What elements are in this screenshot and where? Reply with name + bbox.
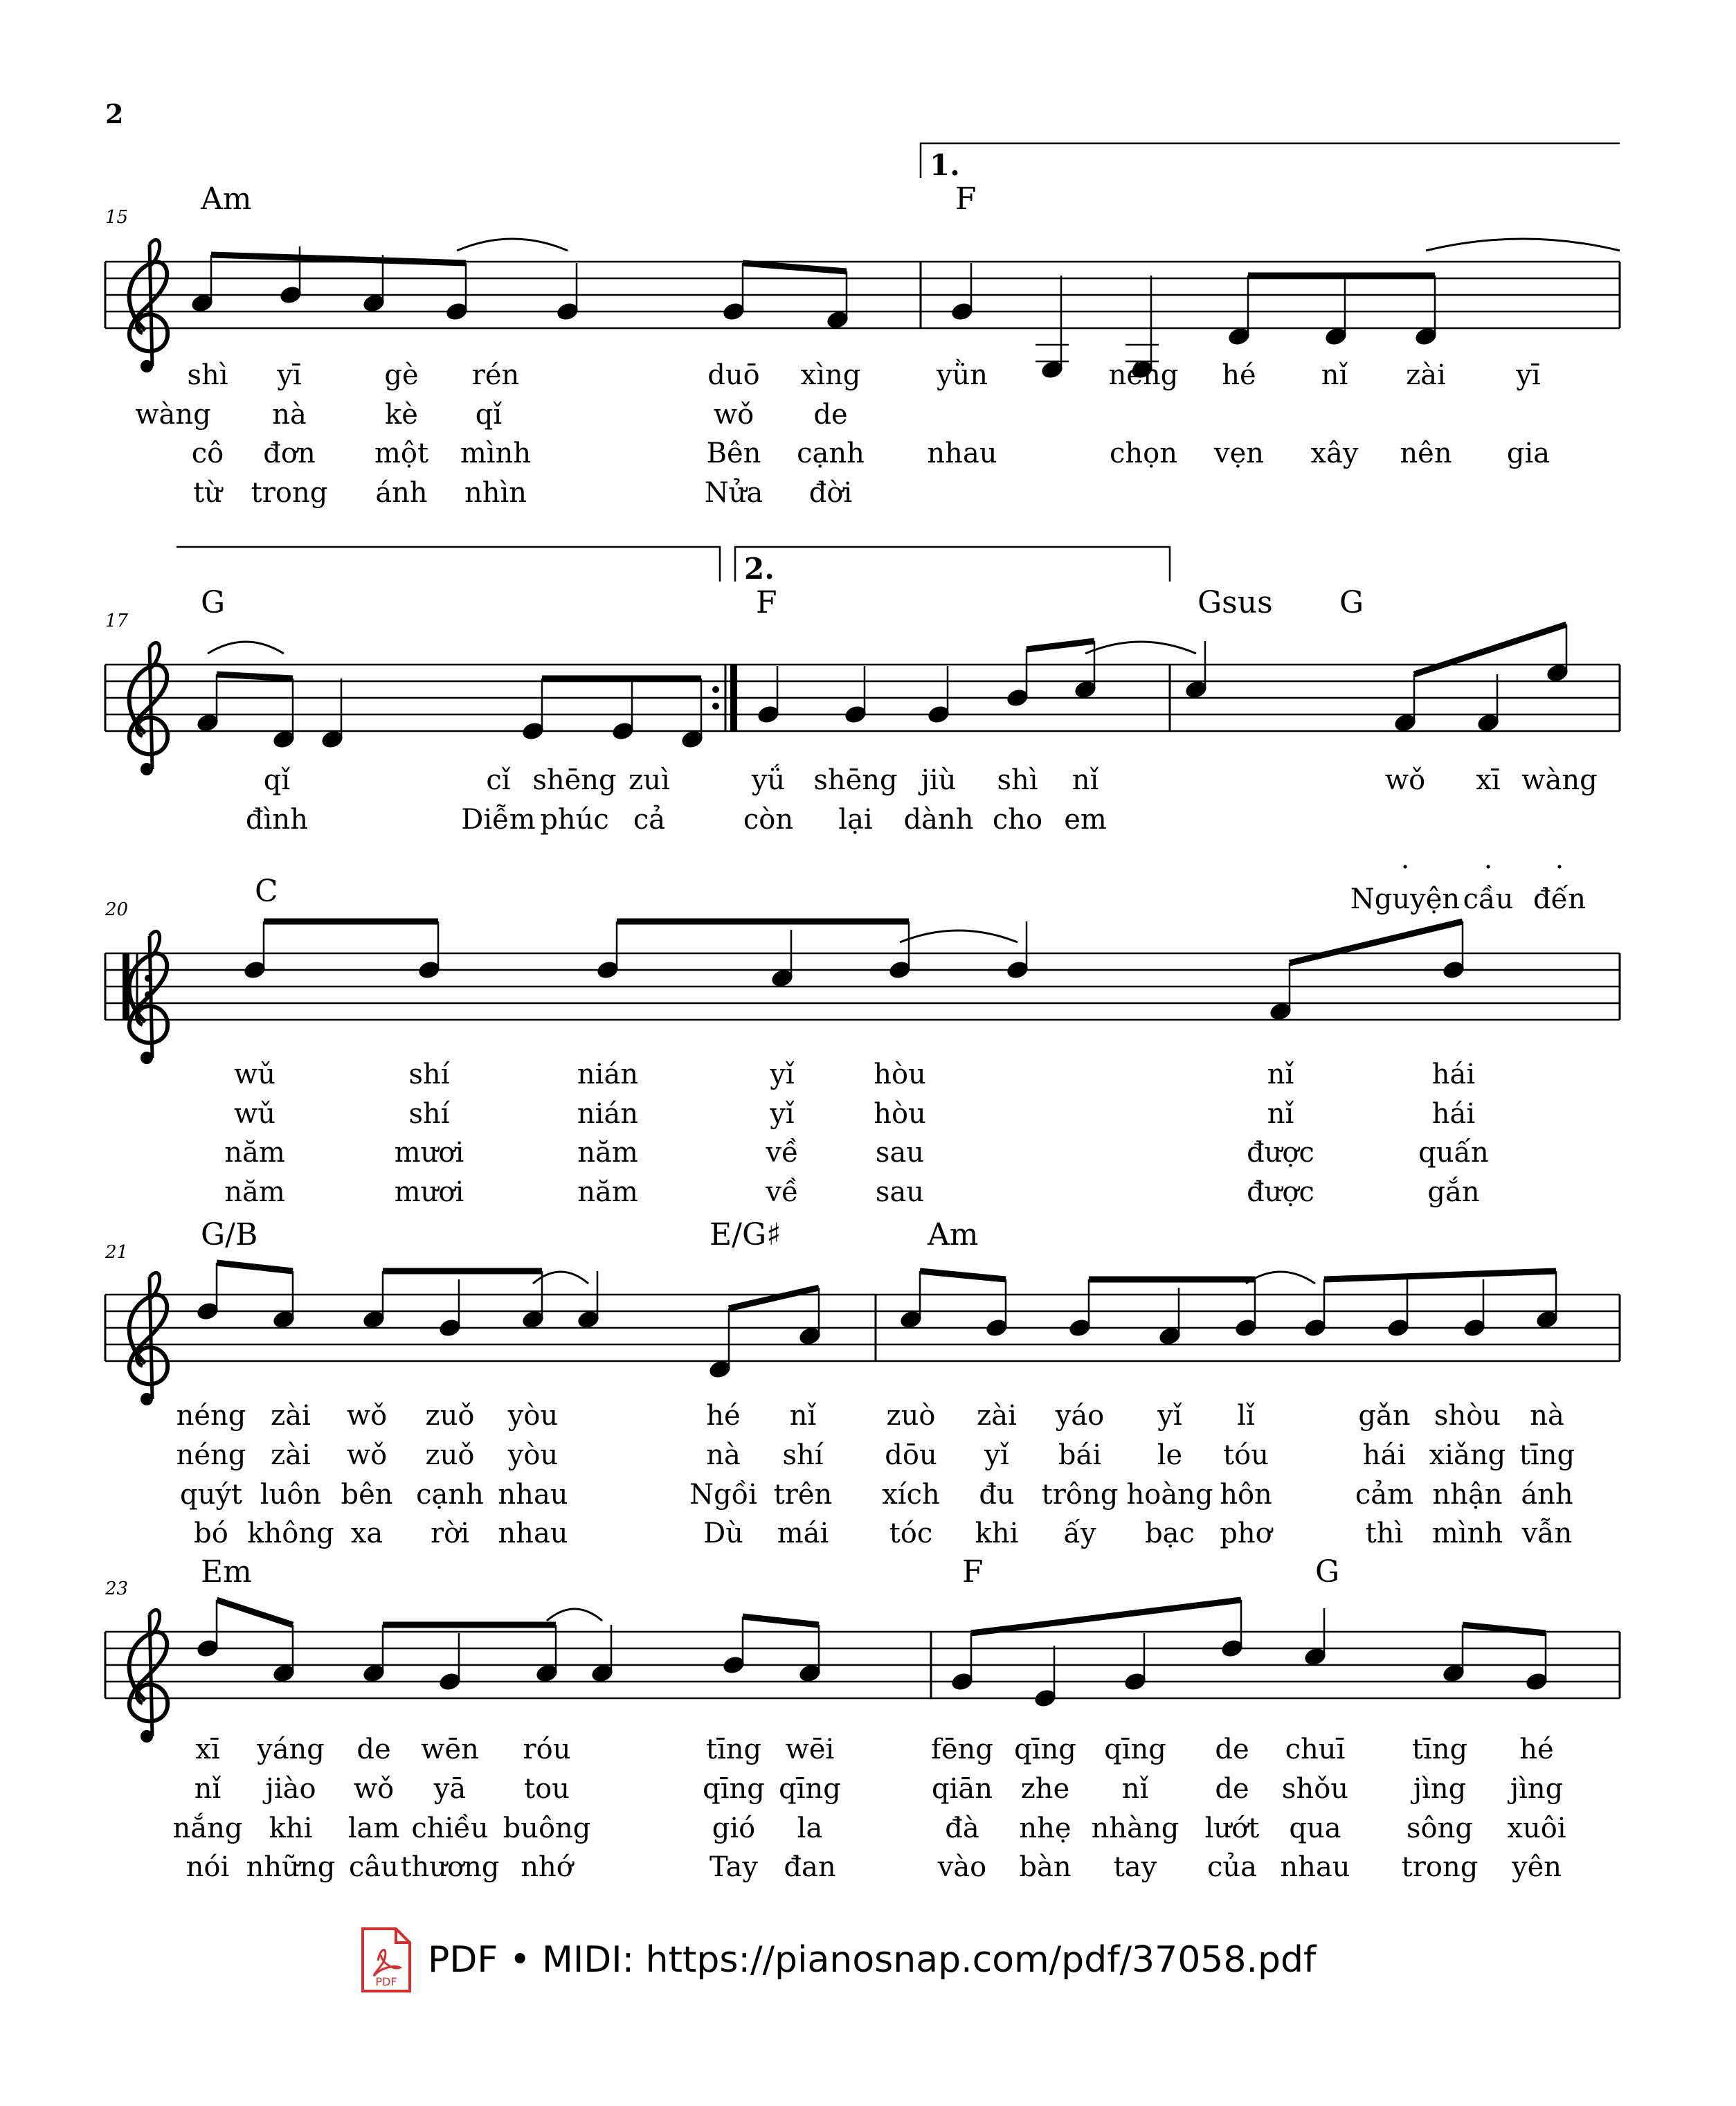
lyric-syllable: về bbox=[766, 1137, 799, 1169]
lyric-syllable: kè bbox=[385, 399, 418, 431]
lyric-syllable: lại bbox=[838, 804, 873, 836]
lyric-syllable: wàng bbox=[135, 399, 211, 431]
chord-symbol: F bbox=[756, 585, 777, 620]
lyric-syllable: Ngồi bbox=[689, 1479, 757, 1511]
lyric-syllable: nhau bbox=[498, 1518, 568, 1549]
lyric-syllable: duō bbox=[707, 359, 760, 391]
lyric-syllable: qiān bbox=[931, 1773, 993, 1805]
lyric-syllable: Dù bbox=[703, 1518, 743, 1549]
treble-clef-icon bbox=[129, 642, 168, 775]
lyric-syllable: wàng bbox=[1521, 764, 1598, 796]
lyric-syllable: không bbox=[247, 1518, 334, 1549]
note-beam bbox=[743, 263, 847, 271]
lyric-syllable: hôn bbox=[1220, 1479, 1272, 1511]
lyric-syllable: nà bbox=[1530, 1400, 1564, 1432]
lyric-syllable: nắng bbox=[172, 1812, 243, 1844]
lyric-syllable: vẹn bbox=[1213, 438, 1265, 469]
lyric-syllable: tay bbox=[1113, 1851, 1157, 1883]
lyric-syllable: qīng bbox=[1104, 1734, 1166, 1765]
lyric-syllable: yǐ bbox=[984, 1439, 1009, 1471]
lyric-syllable: đến bbox=[1533, 883, 1586, 915]
lyric-syllable: néng bbox=[1108, 359, 1179, 391]
lyric-syllable: chuī bbox=[1285, 1734, 1346, 1765]
lyric-syllable: qǐ bbox=[263, 764, 291, 796]
lyric-syllable: qīng bbox=[703, 1773, 765, 1805]
lyric-syllable: cạnh bbox=[416, 1479, 484, 1511]
lyric-syllable: bàn bbox=[1019, 1851, 1072, 1883]
lyric-syllable: đời bbox=[808, 477, 853, 509]
lyric-syllable: lướt bbox=[1204, 1812, 1260, 1844]
lyric-syllable: qǐ bbox=[475, 399, 503, 431]
note-beam bbox=[920, 1271, 1006, 1279]
lyric-syllable: zuǒ bbox=[425, 1439, 475, 1471]
measure-number: 17 bbox=[105, 611, 129, 631]
lyric-syllable: năm bbox=[577, 1137, 638, 1169]
staff-system bbox=[105, 1217, 1620, 1549]
lyric-syllable: gió bbox=[712, 1812, 756, 1844]
lyric-syllable: nhau bbox=[498, 1479, 568, 1511]
lyric-syllable: nhìn bbox=[464, 477, 527, 509]
chord-symbol: Em bbox=[201, 1554, 252, 1590]
lyric-syllable: yǐ bbox=[770, 1059, 795, 1090]
lyric-syllable: trong bbox=[1401, 1851, 1479, 1883]
lyric-syllable: hái bbox=[1362, 1439, 1407, 1471]
note-tie bbox=[1085, 642, 1196, 654]
lyric-syllable: đơn bbox=[263, 438, 316, 469]
lyric-syllable: yǐ bbox=[770, 1098, 795, 1130]
chord-symbol: E/G♯ bbox=[709, 1217, 781, 1252]
lyric-syllable: tou bbox=[524, 1773, 570, 1805]
lyric-syllable: nà bbox=[706, 1439, 741, 1471]
lyric-syllable: tīng bbox=[705, 1734, 762, 1765]
lyric-syllable: jìng bbox=[1510, 1773, 1564, 1805]
lyric-syllable: nǐ bbox=[1267, 1059, 1294, 1090]
lyric-syllable: nǐ bbox=[194, 1773, 221, 1805]
lyric-syllable: Bên bbox=[706, 438, 761, 469]
lyric-syllable: gǎn bbox=[1358, 1400, 1411, 1432]
lyric-syllable: nǐ bbox=[1072, 764, 1099, 796]
lyric-syllable: nhớ bbox=[521, 1851, 573, 1883]
lyric-syllable: sau bbox=[875, 1137, 925, 1169]
lyric-syllable: wǔ bbox=[234, 1098, 275, 1130]
lyric-syllable: chiều bbox=[411, 1812, 489, 1844]
lyric-syllable: chọn bbox=[1109, 438, 1178, 469]
lyric-syllable: hái bbox=[1431, 1059, 1476, 1090]
lyric-syllable: shēng bbox=[813, 764, 898, 796]
lyric-syllable: shí bbox=[782, 1439, 824, 1471]
lyric-syllable: Diễm bbox=[461, 804, 536, 836]
lyric-syllable: được bbox=[1247, 1176, 1314, 1208]
lyric-syllable: vẫn bbox=[1521, 1518, 1573, 1549]
lyric-syllable: xī bbox=[1476, 764, 1501, 796]
lyric-syllable: mươi bbox=[394, 1176, 464, 1208]
lyric-syllable: shǒu bbox=[1281, 1773, 1349, 1805]
lyric-syllable: khi bbox=[269, 1812, 313, 1844]
lyric-syllable: lam bbox=[347, 1812, 400, 1844]
chord-symbol: G bbox=[1315, 1554, 1340, 1590]
lyric-syllable: nǐ bbox=[1267, 1098, 1294, 1130]
pdf-icon-label: PDF bbox=[375, 1975, 397, 1988]
note-beam bbox=[729, 1288, 819, 1308]
lyric-syllable: yǘ bbox=[751, 764, 786, 796]
footer-text[interactable]: PDF • MIDI: https://pianosnap.com/pdf/37058.pdf bbox=[428, 1939, 1317, 1981]
lyric-syllable: lǐ bbox=[1237, 1400, 1255, 1432]
lyric-syllable: cho bbox=[992, 804, 1043, 836]
lyric-syllable: tóc bbox=[889, 1518, 933, 1549]
lyric-syllable: shí bbox=[408, 1059, 450, 1090]
chord-symbol: F bbox=[962, 1554, 984, 1590]
lyric-syllable: từ bbox=[193, 477, 222, 509]
lyric-syllable: luôn bbox=[260, 1479, 322, 1511]
lyric-syllable: phơ bbox=[1220, 1518, 1272, 1549]
repeat-dot bbox=[145, 991, 152, 998]
lyric-syllable: qua bbox=[1289, 1812, 1341, 1844]
lyric-syllable: đan bbox=[784, 1851, 836, 1883]
lyric-syllable: câu bbox=[348, 1851, 399, 1883]
lyric-syllable: wǒ bbox=[346, 1439, 388, 1471]
lyric-syllable: dành bbox=[903, 804, 974, 836]
lyric-syllable: zuǒ bbox=[425, 1400, 475, 1432]
measure-number: 21 bbox=[105, 1242, 129, 1263]
lyric-syllable: gia bbox=[1506, 438, 1550, 469]
note-beam bbox=[1290, 921, 1463, 963]
chord-symbol: Am bbox=[201, 181, 252, 217]
lyric-syllable: cầu bbox=[1463, 883, 1514, 915]
lyric-syllable: nên bbox=[1400, 438, 1452, 469]
lyric-syllable: zài bbox=[271, 1439, 311, 1471]
note-tie bbox=[547, 1609, 602, 1621]
lyric-syllable: cǐ bbox=[486, 764, 511, 796]
lyric-syllable: xuôi bbox=[1507, 1812, 1566, 1844]
lyric-syllable: xích bbox=[882, 1479, 940, 1511]
lyric-syllable: zài bbox=[977, 1400, 1017, 1432]
note-tie bbox=[208, 642, 284, 654]
lyric-syllable: vào bbox=[937, 1851, 987, 1883]
note-tie bbox=[1426, 239, 1620, 251]
lyric-syllable: thương bbox=[400, 1851, 500, 1883]
lyric-syllable: đà bbox=[945, 1812, 979, 1844]
lyric-syllable: ấy bbox=[1063, 1518, 1096, 1549]
lyric-syllable: nǐ bbox=[1321, 359, 1348, 391]
lyric-syllable: zài bbox=[271, 1400, 311, 1432]
measure-number: 20 bbox=[105, 899, 129, 920]
footer-link[interactable] bbox=[360, 1926, 1316, 1994]
volta-bracket bbox=[921, 143, 1620, 178]
repeat-dot bbox=[712, 703, 719, 710]
lyric-syllable: nhau bbox=[927, 438, 997, 469]
lyric-syllable: yǐ bbox=[1157, 1400, 1182, 1432]
lyric-syllable: quýt bbox=[179, 1479, 243, 1511]
pdf-file-icon bbox=[360, 1926, 413, 1994]
lyric-syllable: yòu bbox=[507, 1400, 559, 1432]
lyric-syllable: ánh bbox=[375, 477, 428, 509]
lyric-syllable: buông bbox=[503, 1812, 591, 1844]
lyric-syllable: fēng bbox=[931, 1734, 993, 1765]
lyric-syllable: yáng bbox=[257, 1734, 325, 1765]
lyric-syllable: wǒ bbox=[1384, 764, 1426, 796]
lyric-syllable: phúc bbox=[540, 804, 609, 836]
lyric-syllable: mái bbox=[777, 1518, 829, 1549]
lyric-syllable: wǔ bbox=[234, 1059, 275, 1090]
chord-symbol: F bbox=[955, 181, 977, 217]
lyric-syllable: bên bbox=[341, 1479, 393, 1511]
lyric-syllable: còn bbox=[743, 804, 794, 836]
staff-system bbox=[105, 547, 1620, 915]
lyric-syllable: wēi bbox=[785, 1734, 835, 1765]
lyric-syllable: cảm bbox=[1355, 1479, 1414, 1511]
lyric-syllable: xìng bbox=[800, 359, 861, 391]
lyric-syllable: nǐ bbox=[789, 1400, 817, 1432]
lyric-syllable: bạc bbox=[1145, 1518, 1195, 1549]
treble-clef-icon bbox=[129, 240, 168, 372]
lyric-syllable: zhe bbox=[1020, 1773, 1070, 1805]
lyric-syllable: gè bbox=[384, 359, 419, 391]
lyric-syllable: hái bbox=[1431, 1098, 1476, 1130]
chord-symbol: C bbox=[255, 874, 278, 909]
lyric-syllable: le bbox=[1157, 1439, 1183, 1471]
lyric-syllable: néng bbox=[176, 1439, 246, 1471]
lyric-syllable: cả bbox=[633, 804, 666, 836]
lyric-syllable: cô bbox=[191, 438, 224, 469]
lyric-syllable: de bbox=[1215, 1734, 1249, 1765]
chord-symbol: G bbox=[201, 585, 226, 620]
repeat-dot bbox=[145, 975, 152, 982]
page-number: 2 bbox=[105, 98, 124, 129]
volta-bracket bbox=[177, 547, 720, 582]
measure-number: 15 bbox=[105, 207, 129, 228]
lyric-syllable: về bbox=[766, 1176, 799, 1208]
lyric-syllable: wǒ bbox=[353, 1773, 395, 1805]
staff-system bbox=[105, 143, 1620, 509]
lyric-syllable: zuò bbox=[886, 1400, 936, 1432]
lyric-syllable: khi bbox=[975, 1518, 1019, 1549]
lyric-syllable: những bbox=[246, 1851, 336, 1883]
lyric-syllable: de bbox=[813, 399, 848, 431]
volta-label: 2. bbox=[744, 552, 775, 586]
chord-symbol: Am bbox=[928, 1217, 979, 1252]
staff-system bbox=[105, 1554, 1620, 1883]
lyric-syllable: đình bbox=[246, 804, 308, 836]
lyric-syllable: dōu bbox=[885, 1439, 937, 1471]
lyric-syllable: tīng bbox=[1519, 1439, 1575, 1471]
lyric-syllable: zài bbox=[1406, 359, 1446, 391]
treble-clef-icon bbox=[129, 1272, 168, 1405]
lyric-syllable: xī bbox=[195, 1734, 220, 1765]
lyric-syllable: yī bbox=[277, 359, 302, 391]
note-tie bbox=[1246, 1272, 1315, 1284]
lyric-syllable: năm bbox=[577, 1176, 638, 1208]
lyric-syllable: sông bbox=[1407, 1812, 1473, 1844]
lyric-syllable: tīng bbox=[1411, 1734, 1468, 1765]
lyric-syllable: đu bbox=[979, 1479, 1015, 1511]
lyric-syllable: thì bbox=[1365, 1518, 1404, 1549]
lyric-syllable: hòu bbox=[874, 1098, 926, 1130]
lyric-syllable: wǒ bbox=[713, 399, 754, 431]
lyric-syllable: quấn bbox=[1418, 1137, 1489, 1169]
lyric-syllable: yên bbox=[1511, 1851, 1562, 1883]
lyric-syllable: yā bbox=[433, 1773, 467, 1805]
lyric-syllable: sau bbox=[875, 1176, 925, 1208]
lyric-syllable: hoàng bbox=[1126, 1479, 1213, 1511]
lyric-syllable: nhẹ bbox=[1019, 1812, 1072, 1844]
chord-symbol: G/B bbox=[201, 1217, 258, 1252]
lyric-syllable: cạnh bbox=[797, 438, 865, 469]
lyric-syllable: mình bbox=[460, 438, 532, 469]
lyric-syllable: jìng bbox=[1413, 1773, 1467, 1805]
lyric-syllable: shì bbox=[187, 359, 228, 391]
lyric-syllable: róu bbox=[523, 1734, 571, 1765]
lyric-syllable: xa bbox=[350, 1518, 383, 1549]
lyric-syllable: nián bbox=[577, 1059, 639, 1090]
treble-clef-icon bbox=[129, 1610, 168, 1743]
lyric-syllable: hé bbox=[1222, 359, 1256, 391]
note-beam bbox=[1324, 1271, 1556, 1279]
lyric-syllable: hòu bbox=[874, 1059, 926, 1090]
lyric-syllable: năm bbox=[224, 1137, 285, 1169]
chord-symbol: Gsus bbox=[1197, 585, 1273, 620]
lyric-syllable: nói bbox=[186, 1851, 230, 1883]
note-beam bbox=[217, 1600, 293, 1625]
note-beam bbox=[217, 674, 293, 678]
lyric-syllable: gắn bbox=[1427, 1176, 1480, 1208]
lyric-syllable: của bbox=[1206, 1851, 1258, 1883]
lyric-syllable: tóu bbox=[1223, 1439, 1269, 1471]
lyric-syllable: mươi bbox=[394, 1137, 464, 1169]
lyric-syllable: năm bbox=[224, 1176, 285, 1208]
lyric-syllable: de bbox=[356, 1734, 391, 1765]
lyric-syllable: rời bbox=[431, 1518, 469, 1549]
lyric-syllable: được bbox=[1247, 1137, 1314, 1169]
measure-number: 23 bbox=[105, 1578, 129, 1599]
note-tie bbox=[457, 239, 568, 251]
lyric-syllable: Nửa bbox=[704, 477, 763, 509]
lyric-syllable: mình bbox=[1431, 1518, 1503, 1549]
lyric-syllable: yáo bbox=[1055, 1400, 1105, 1432]
lyric-syllable: Nguyện bbox=[1350, 883, 1461, 915]
lyric-syllable: em bbox=[1064, 804, 1107, 836]
lyric-syllable: la bbox=[797, 1812, 823, 1844]
lyric-syllable: . bbox=[1555, 843, 1564, 875]
lyric-syllable: jiào bbox=[265, 1773, 316, 1805]
note-beam bbox=[1414, 624, 1566, 674]
lyric-syllable: jiù bbox=[921, 764, 957, 796]
lyric-syllable: yǜn bbox=[936, 359, 988, 391]
lyric-syllable: qīng bbox=[1014, 1734, 1076, 1765]
note-beam bbox=[743, 1617, 819, 1625]
lyric-syllable: yī bbox=[1516, 359, 1541, 391]
lyric-syllable: trên bbox=[773, 1479, 833, 1511]
lyric-syllable: hé bbox=[706, 1400, 741, 1432]
chord-symbol: G bbox=[1339, 585, 1364, 620]
staff-system bbox=[105, 874, 1620, 1208]
lyric-syllable: một bbox=[374, 438, 429, 469]
lyric-syllable: nián bbox=[577, 1098, 639, 1130]
lyric-syllable: . bbox=[1483, 843, 1493, 875]
lyric-syllable: rén bbox=[471, 359, 520, 391]
lyric-syllable: bó bbox=[194, 1518, 228, 1549]
lyric-syllable: yòu bbox=[507, 1439, 559, 1471]
lyric-syllable: shí bbox=[408, 1098, 450, 1130]
lyric-syllable: hé bbox=[1519, 1734, 1554, 1765]
lyric-syllable: . bbox=[1400, 843, 1410, 875]
lyric-syllable: qīng bbox=[779, 1773, 841, 1805]
note-beam bbox=[217, 1263, 293, 1271]
lyric-syllable: wēn bbox=[421, 1734, 479, 1765]
lyric-syllable: nhau bbox=[1280, 1851, 1350, 1883]
repeat-dot bbox=[712, 686, 719, 693]
lyric-syllable: ánh bbox=[1521, 1479, 1573, 1511]
volta-bracket bbox=[735, 547, 1170, 582]
lyric-syllable: shì bbox=[997, 764, 1038, 796]
lyric-syllable: de bbox=[1215, 1773, 1249, 1805]
lyric-syllable: trong bbox=[251, 477, 328, 509]
lyric-syllable: zuì bbox=[629, 764, 670, 796]
lyric-syllable: Tay bbox=[709, 1851, 759, 1883]
lyric-syllable: nhận bbox=[1432, 1479, 1503, 1511]
lyric-syllable: xiǎng bbox=[1429, 1439, 1506, 1471]
lyric-syllable: nǐ bbox=[1121, 1773, 1149, 1805]
note-beam bbox=[971, 1600, 1241, 1633]
lyric-syllable: bái bbox=[1058, 1439, 1102, 1471]
lyric-syllable: trông bbox=[1041, 1479, 1119, 1511]
note-tie bbox=[900, 930, 1018, 942]
lyric-syllable: nà bbox=[272, 399, 307, 431]
volta-label: 1. bbox=[930, 148, 960, 182]
lyric-syllable: shēng bbox=[532, 764, 617, 796]
lyric-syllable: wǒ bbox=[346, 1400, 388, 1432]
lyric-syllable: nhàng bbox=[1091, 1812, 1179, 1844]
lyric-syllable: xây bbox=[1310, 438, 1359, 469]
lyric-syllable: néng bbox=[176, 1400, 246, 1432]
lyric-syllable: shòu bbox=[1434, 1400, 1501, 1432]
note-beam bbox=[1027, 641, 1094, 649]
